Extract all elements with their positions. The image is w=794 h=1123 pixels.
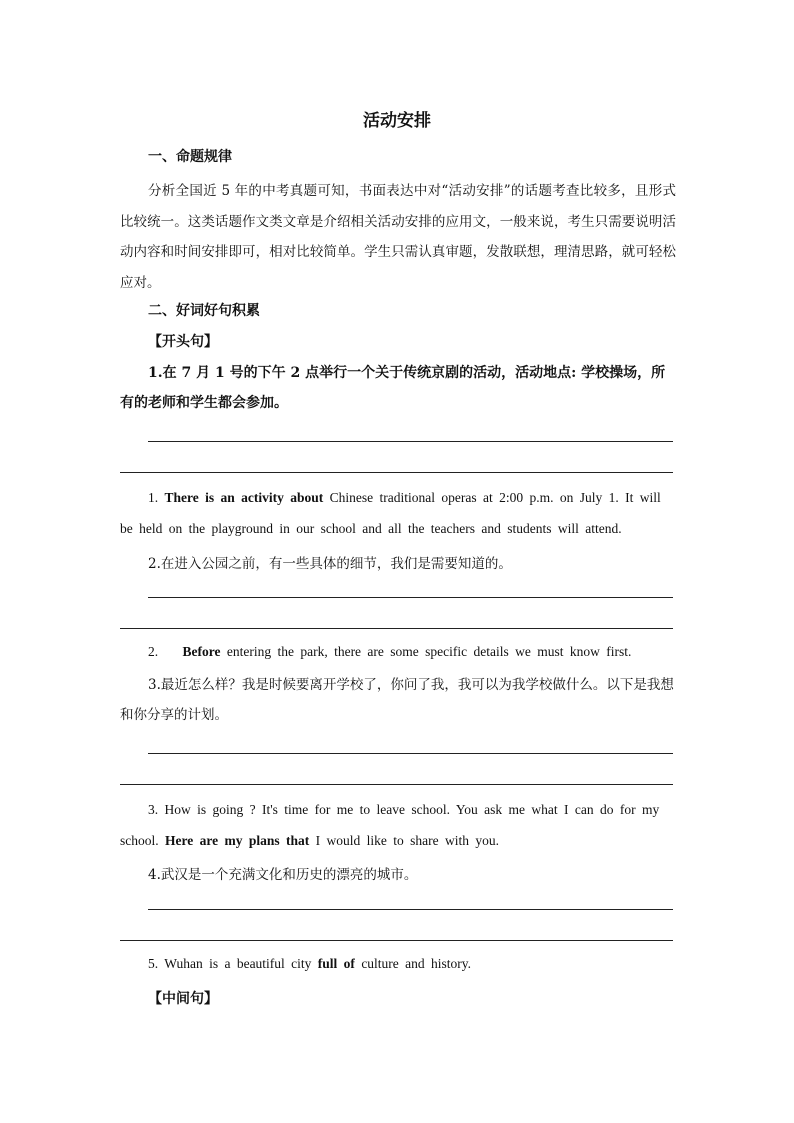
question-2-chinese: 2.在进入公园之前，有一些具体的细节，我们是需要知道的。 — [148, 556, 512, 572]
answer-2-number: 2. — [148, 644, 159, 659]
answer-line — [120, 940, 673, 941]
rules-paragraph: 分析全国近 5 年的中考真题可知，书面表达中对“活动安排”的话题考查比较多，且形式比较统一。这类话题作文类文章是介绍相关活动安排的应用文，一般来说，考生只需要说明活动内容和时间安排即可，相对比较简单。学生只需认真审题，发散联想，理清思路，就可轻松应对。 — [120, 183, 676, 291]
answer-2 — [148, 644, 631, 660]
answer-line — [120, 472, 673, 473]
answer-line — [148, 753, 673, 754]
answer-1-text: Chinese traditional operas at 2:00 p.m. on July 1. It will be held on the playground in our school and all the teachers and students will attend. — [120, 490, 661, 536]
answer-4-key-phrase: full of — [317, 956, 355, 971]
question-1-chinese: 1.在 7 月 1 号的下午 2 点举行一个关于传统京剧的活动，活动地点: 学校操场，所有的老师和学生都会参加。 — [120, 365, 666, 411]
answer-2-text: entering the park, there are some specific details we must know first. — [226, 644, 632, 659]
answer-1-number: 1. — [148, 490, 159, 505]
answer-3-text-start: 3. How is going ? It's time for me to leave school. You ask me what I can do for my school. — [120, 802, 660, 848]
middle-sentences-label: 【中间句】 — [148, 991, 218, 1007]
answer-line — [120, 628, 673, 629]
answer-3 — [120, 794, 676, 856]
answer-4-text-end: culture and history. — [361, 956, 472, 971]
answer-line — [148, 909, 673, 910]
section-heading-phrases: 二、好词好句积累 — [148, 303, 260, 319]
question-4-chinese: 4.武汉是一个充满文化和历史的漂亮的城市。 — [148, 867, 418, 883]
answer-4 — [148, 956, 471, 972]
question-3-chinese: 3.最近怎么样？我是时候要离开学校了，你问了我，我可以为我学校做什么。以下是我想和你分享的计划。 — [120, 677, 674, 723]
answer-4-text-start: 5. Wuhan is a beautiful city — [148, 956, 312, 971]
answer-2-key-phrase: Before — [182, 644, 221, 659]
answer-line — [148, 597, 673, 598]
answer-3-key-phrase: Here are my plans that — [165, 833, 310, 848]
page-title: 活动安排 — [363, 111, 431, 131]
section-heading-rules: 一、命题规律 — [148, 149, 232, 165]
answer-line — [120, 784, 673, 785]
answer-1-key-phrase: There is an activity about — [164, 490, 324, 505]
opening-sentences-label: 【开头句】 — [148, 334, 218, 350]
answer-3-text-end: I would like to share with you. — [315, 833, 499, 848]
answer-1 — [120, 482, 676, 544]
answer-line — [148, 441, 673, 442]
